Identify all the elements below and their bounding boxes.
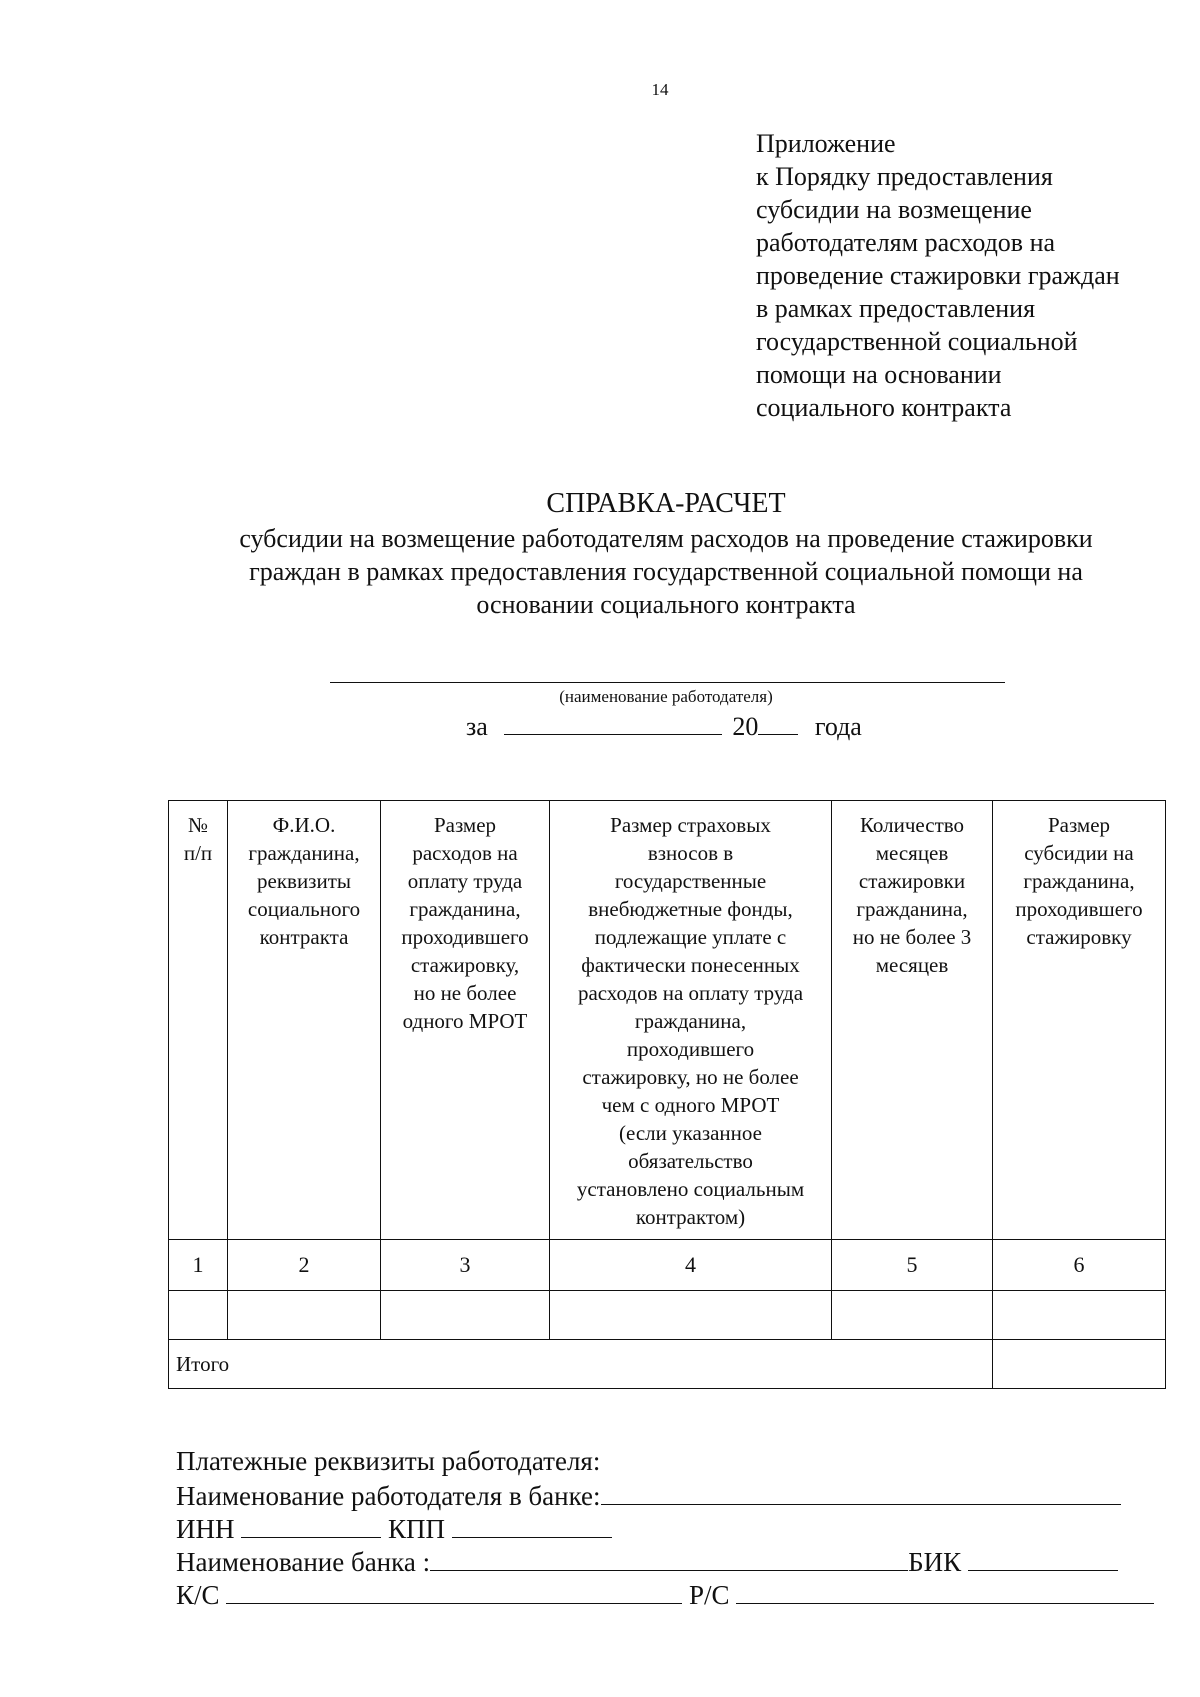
column-number: 1 — [169, 1240, 228, 1291]
appendix-line: субсидии на возмещение — [756, 195, 1032, 224]
period-year-prefix: 20 — [732, 712, 759, 741]
header-line: взносов в — [647, 841, 734, 865]
header-cell-3 — [381, 801, 550, 1240]
ks-blank[interactable] — [226, 1577, 682, 1604]
kpp-label: КПП — [388, 1514, 446, 1544]
header-line: социального — [247, 897, 361, 921]
header-cell-5 — [832, 801, 993, 1240]
appendix-note — [756, 127, 1176, 424]
appendix-line: помощи на основании — [756, 360, 1002, 389]
rs-label: Р/С — [689, 1580, 730, 1610]
subtitle-line: основании социального контракта — [476, 590, 856, 619]
bank-blank[interactable] — [430, 1544, 908, 1571]
year-blank[interactable] — [758, 712, 798, 735]
header-line: п/п — [183, 841, 213, 865]
header-line: (если указанное — [618, 1121, 762, 1145]
employer-caption: (наименование работодателя) — [559, 687, 773, 706]
data-cell[interactable] — [993, 1291, 1166, 1340]
data-cell[interactable] — [550, 1291, 832, 1340]
header-line: гражданина, — [1023, 869, 1135, 893]
header-line: Размер — [433, 813, 497, 837]
header-line: стажировки — [858, 869, 966, 893]
kpp-blank[interactable] — [452, 1511, 612, 1538]
header-line: субсидии на — [1024, 841, 1134, 865]
appendix-line: Приложение — [756, 129, 896, 158]
header-line: расходов на — [412, 841, 518, 865]
header-line: гражданина, — [248, 841, 360, 865]
header-line: Размер страховых — [610, 813, 771, 837]
header-line: реквизиты — [257, 869, 351, 893]
header-line: расходов на оплату труда — [577, 981, 804, 1005]
header-line: установлено социальным — [576, 1177, 805, 1201]
bank-name-label: Наименование работодателя в банке: — [176, 1481, 601, 1511]
header-line: Количество — [859, 813, 965, 837]
column-number: 3 — [381, 1240, 550, 1291]
header-line: одного МРОТ — [402, 1009, 528, 1033]
column-number: 6 — [993, 1240, 1166, 1291]
header-cell-6 — [993, 801, 1166, 1240]
appendix-line: к Порядку предоставления — [756, 162, 1053, 191]
data-cell[interactable] — [169, 1291, 228, 1340]
header-line: стажировку, но не более — [582, 1065, 799, 1089]
header-line: внебюджетные фонды, — [588, 897, 793, 921]
header-line: контрактом) — [635, 1205, 746, 1229]
header-line: оплату труда — [407, 869, 523, 893]
header-line: фактически понесенных — [581, 953, 800, 977]
bank-name-blank[interactable] — [601, 1478, 1121, 1505]
period-line — [466, 712, 862, 742]
subtitle-line: субсидии на возмещение работодателям расходов на проведение стажировки — [239, 524, 1093, 553]
rs-blank[interactable] — [736, 1577, 1154, 1604]
bank-label: Наименование банка : — [176, 1547, 431, 1577]
header-line: чем с одного МРОТ — [601, 1093, 780, 1117]
period-blank[interactable] — [504, 712, 722, 735]
header-line: контракта — [259, 925, 349, 949]
header-line: проходившего — [626, 1037, 755, 1061]
header-line: государственные — [614, 869, 767, 893]
document-subtitle — [180, 522, 1152, 621]
header-line: месяцев — [875, 953, 949, 977]
appendix-line: работодателям расходов на — [756, 228, 1056, 257]
header-line: Ф.И.О. — [272, 813, 336, 837]
column-number: 4 — [550, 1240, 832, 1291]
appendix-line: социального контракта — [756, 393, 1012, 422]
header-line: стажировку — [1026, 925, 1132, 949]
header-cell-2 — [228, 801, 381, 1240]
appendix-line: государственной социальной — [756, 327, 1078, 356]
calculation-table — [168, 800, 1166, 1389]
header-cell-4 — [550, 801, 832, 1240]
header-line: гражданина, — [634, 1009, 747, 1033]
header-line: проходившего — [1015, 897, 1143, 921]
header-line: проходившего — [401, 925, 529, 949]
total-label: Итого — [169, 1340, 993, 1389]
ks-label: К/С — [176, 1580, 220, 1610]
header-line: месяцев — [875, 841, 949, 865]
table-row — [169, 1291, 1166, 1340]
column-number: 2 — [228, 1240, 381, 1291]
page-number: 14 — [651, 80, 669, 99]
header-line: обязательство — [628, 1149, 753, 1173]
data-cell[interactable] — [381, 1291, 550, 1340]
employer-name-blank[interactable] — [330, 682, 1005, 683]
bik-blank[interactable] — [968, 1544, 1118, 1571]
data-cell[interactable] — [228, 1291, 381, 1340]
data-cell[interactable] — [832, 1291, 993, 1340]
payment-heading: Платежные реквизиты работодателя: — [176, 1446, 601, 1476]
column-number: 5 — [832, 1240, 993, 1291]
header-line: № — [187, 813, 209, 837]
header-line: стажировку, — [410, 953, 520, 977]
period-prefix: за — [466, 712, 488, 741]
header-cell-1 — [169, 801, 228, 1240]
inn-label: ИНН — [176, 1514, 235, 1544]
subtitle-line: граждан в рамках предоставления государственной социальной помощи на — [249, 557, 1083, 586]
header-line: подлежащие уплате с — [594, 925, 787, 949]
total-value-cell[interactable] — [993, 1340, 1166, 1389]
appendix-line: в рамках предоставления — [756, 294, 1036, 323]
header-line: но не более — [413, 981, 517, 1005]
total-row — [169, 1340, 1166, 1389]
appendix-line: проведение стажировки граждан — [756, 261, 1120, 290]
period-suffix: года — [814, 712, 862, 741]
bik-label: БИК — [908, 1547, 962, 1577]
header-line: гражданина, — [409, 897, 521, 921]
inn-blank[interactable] — [241, 1511, 381, 1538]
payment-details — [176, 1445, 1154, 1610]
header-line: но не более 3 — [852, 925, 972, 949]
header-line: Размер — [1047, 813, 1111, 837]
document-title: СПРАВКА-РАСЧЕТ — [546, 488, 786, 519]
header-line: гражданина, — [856, 897, 968, 921]
